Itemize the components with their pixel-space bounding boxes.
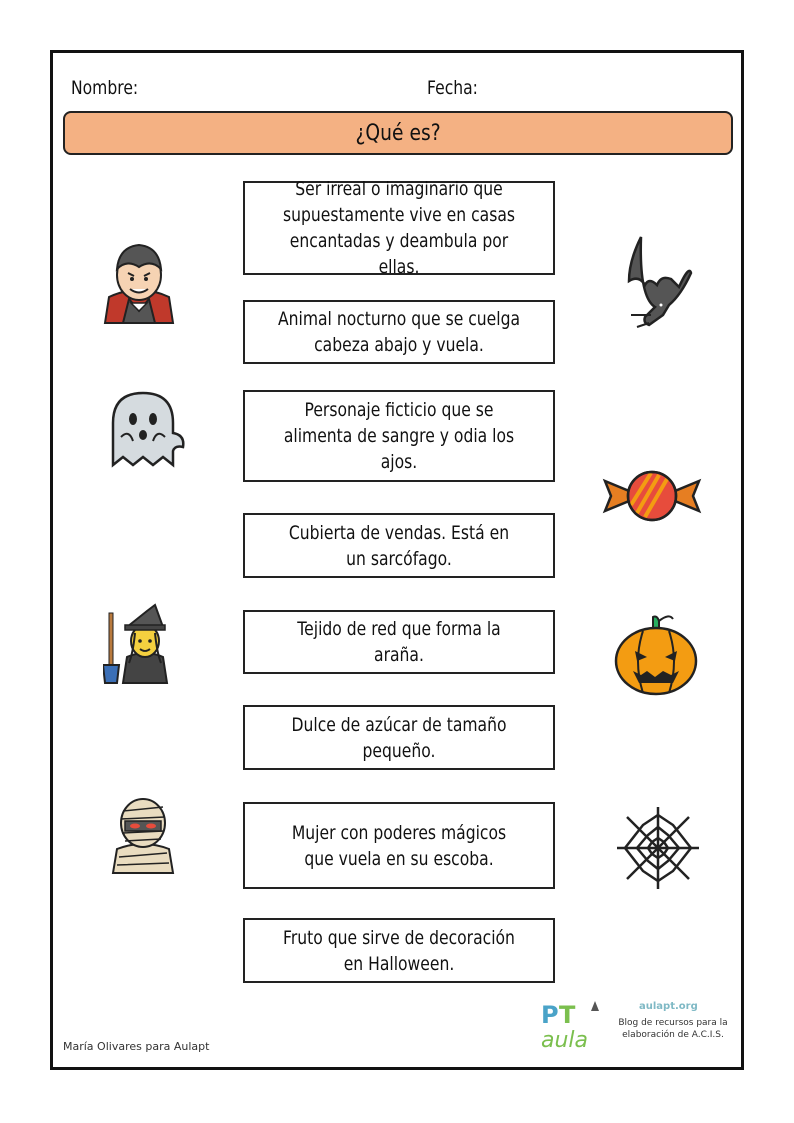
definition-box-3 [243, 390, 555, 482]
svg-text:P: P [541, 1001, 559, 1029]
page-title: ¿Qué es? [355, 120, 441, 146]
svg-text:aula: aula [541, 1028, 589, 1053]
svg-text:T: T [559, 1001, 576, 1029]
ghost-icon [105, 389, 189, 469]
definition-text: Tejido de red que forma la araña. [297, 618, 501, 666]
spider-web-icon [615, 805, 701, 891]
mummy-icon [109, 795, 177, 875]
bat-icon [619, 235, 697, 333]
definition-box-5 [243, 610, 555, 674]
definition-text: Animal nocturno que se cuelga cabeza abajo y vuela. [277, 308, 521, 356]
definition-box-8 [243, 918, 555, 983]
definition-text: Fruto que sirve de decoración en Halloween. [283, 926, 515, 975]
candy-icon [601, 465, 703, 525]
date-label: Fecha: [427, 77, 478, 99]
name-label: Nombre: [71, 77, 139, 99]
definition-text: Cubierta de vendas. Está en un sarcófago. [288, 521, 510, 570]
pumpkin-icon [613, 613, 699, 697]
definition-box-1 [243, 178, 555, 278]
worksheet [50, 50, 744, 1070]
definition-box-2 [243, 300, 555, 364]
title-bar [63, 111, 733, 155]
logo-tagline: Blog de recursos para la elaboración de A.C.I.S. [618, 1018, 728, 1040]
aulapt-logo [539, 997, 729, 1053]
witch-icon [103, 603, 179, 685]
definition-text: Ser irreal o imaginario que supuestamente vive en casas encantadas y deambula por ellas. [282, 178, 516, 278]
definition-text: Personaje ficticio que se alimenta de sangre y odia los ajos. [283, 399, 515, 473]
logo-site: aulapt.org [639, 1001, 698, 1012]
definition-box-4 [243, 513, 555, 578]
pt-aula-logo-icon [539, 997, 619, 1053]
vampire-icon [101, 239, 177, 325]
definition-text: Mujer con poderes mágicos que vuela en su escoba. [291, 821, 507, 870]
definition-box-7 [243, 802, 555, 889]
definition-box-6 [243, 705, 555, 770]
author-credit: María Olivares para Aulapt [63, 1040, 210, 1053]
definition-text: Dulce de azúcar de tamaño pequeño. [291, 713, 507, 762]
